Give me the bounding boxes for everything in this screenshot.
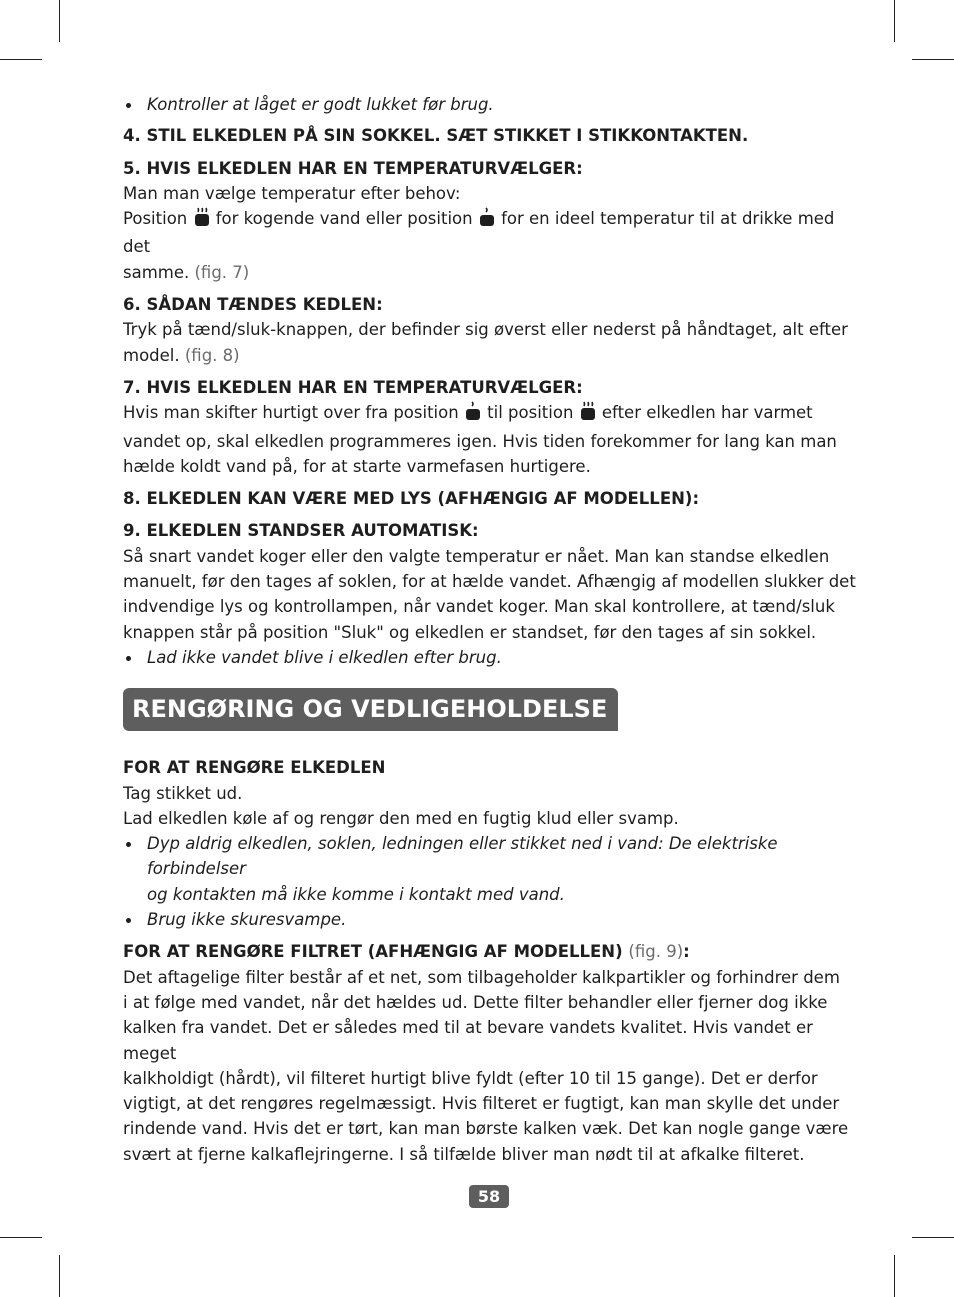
clean-kettle-text: Tag stikket ud. Lad elkedlen køle af og rengør den med en fugtig klud eller svamp. — [123, 783, 679, 828]
bullet-no-water-left: Lad ikke vandet blive i elkedlen efter brug. — [123, 645, 863, 670]
crop-mark — [59, 0, 60, 42]
section-6-heading: 6. SÅDAN TÆNDES KEDLEN: — [123, 295, 383, 315]
section-7-heading: 7. HVIS ELKEDLEN HAR EN TEMPERATURVÆLGER: — [123, 377, 583, 397]
boiling-kettle-icon — [580, 401, 596, 428]
clean-kettle-heading: FOR AT RENGØRE ELKEDLEN — [123, 758, 386, 778]
section-banner: RENGØRING OG VEDLIGEHOLDELSE — [123, 688, 618, 731]
page-number: 58 — [469, 1185, 509, 1208]
drink-temperature-icon — [479, 207, 495, 234]
crop-mark — [912, 59, 954, 60]
section-5-heading: 5. HVIS ELKEDLEN HAR EN TEMPERATURVÆLGER: — [123, 158, 583, 178]
section-5-text: Man man vælge temperatur efter behov: Position for kogende vand eller position for en ideel temperatur til at drikke med det samme. (fig. 7) — [123, 183, 835, 282]
section-8-heading: 8. ELKEDLEN KAN VÆRE MED LYS (AFHÆNGIG AF MODELLEN): — [123, 489, 700, 509]
crop-mark — [59, 1255, 60, 1297]
section-7-text: Hvis man skifter hurtigt over fra position til position efter elkedlen har varmet vandet op, skal elkedlen programmeres igen. Hvis tiden forekommer for lang kan man hælde koldt vand på, for at starte varmefasen hurtigere. — [123, 403, 837, 476]
section-9-heading: 9. ELKEDLEN STANDSER AUTOMATISK: — [123, 521, 479, 541]
drink-temperature-icon — [465, 401, 481, 428]
bullet-no-immersion: Dyp aldrig elkedlen, soklen, ledningen eller stikket ned i vand: De elektriske forbindelser og kontakten må ikke komme i kontakt med vand. — [123, 831, 863, 907]
crop-mark — [0, 1237, 42, 1238]
clean-filter-text: Det aftagelige filter består af et net, som tilbageholder kalkpartikler og forhindrer dem i at følge med vandet, når det hældes ud. Dette filter behandler eller fjerner dog ikke kalken fra vandet. Det er således med til at bevare vandets kvalitet. Hvis vandet er meget kalkholdigt (hårdt), vil filteret hurtigt blive fyldt (efter 10 til 15 gange). Det er derfor vigtigt, at det rengøres regelmæssigt. Hvis filteret er fugtigt, kan man skylle det under rindende vand. Hvis det er tørt, kan man børste kalken væk. Det kan nogle gange være svært at fjerne kalkaflejringerne. I så tilfælde bliver man nødt til at afkalke filteret. — [123, 967, 849, 1164]
crop-mark — [894, 0, 895, 42]
clean-filter-heading: FOR AT RENGØRE FILTRET (AFHÆNGIG AF MODELLEN) (fig. 9): — [123, 942, 690, 962]
section-6-text: Tryk på tænd/sluk-knappen, der befinder sig øverst eller nederst på håndtaget, alt efter model. (fig. 8) — [123, 320, 848, 365]
bullet-lid-check: Kontroller at låget er godt lukket før brug. — [123, 92, 863, 117]
boiling-kettle-icon — [194, 207, 210, 234]
figure-ref-7: (fig. 7) — [194, 262, 250, 282]
section-9-text: Så snart vandet koger eller den valgte temperatur er nået. Man kan standse elkedlen manuelt, før den tages af soklen, for at hælde vandet. Afhængig af modellen slukker det indvendige lys og kontrollampen, når vandet koger. Man skal kontrollere, at tænd/sluk knappen står på position "Sluk" og elkedlen er standset, før den tages af sin sokkel. — [123, 546, 856, 642]
section-4-heading: 4. STIL ELKEDLEN PÅ SIN SOKKEL. SÆT STIKKET I STIKKONTAKTEN. — [123, 126, 749, 146]
bullet-no-scourers: Brug ikke skuresvampe. — [123, 907, 863, 932]
figure-ref-8: (fig. 8) — [184, 345, 240, 365]
crop-mark — [894, 1255, 895, 1297]
figure-ref-9: (fig. 9) — [628, 942, 684, 962]
crop-mark — [0, 59, 42, 60]
page-content — [123, 92, 863, 1167]
crop-mark — [912, 1237, 954, 1238]
